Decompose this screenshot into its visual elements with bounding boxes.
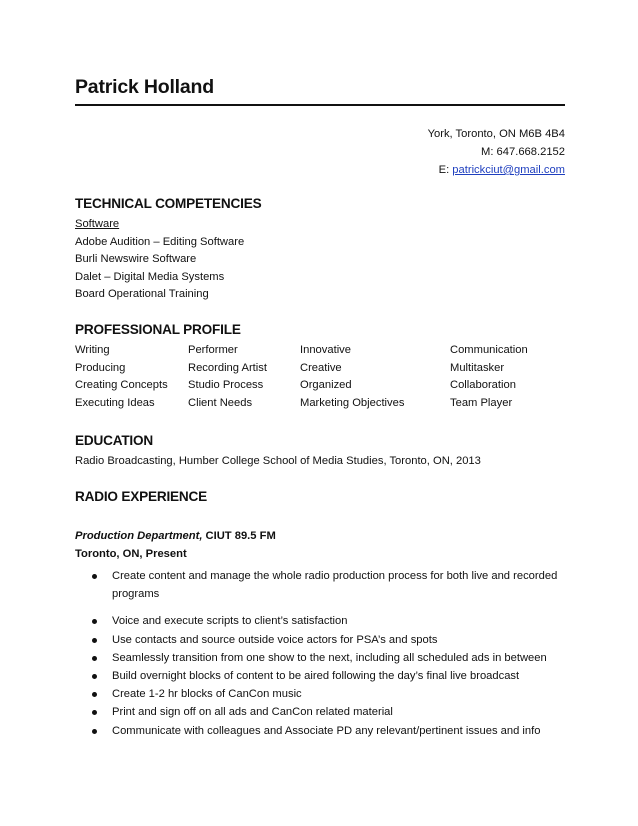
job-title: [75, 528, 565, 546]
skill-item: Adobe Audition – Editing Software: [75, 235, 245, 248]
duty-item: [75, 631, 565, 649]
job-department: Production Department,: [75, 530, 203, 542]
experience-section: [75, 489, 565, 509]
duty-item: [75, 612, 565, 630]
email-line: [428, 161, 565, 179]
duty-item: [75, 649, 565, 667]
contact-block: [428, 125, 565, 179]
profile-column: [450, 342, 528, 412]
profile-item: Studio Process: [188, 379, 264, 392]
duty-item: [75, 722, 565, 740]
profile-item: Multitasker: [450, 361, 505, 374]
education-section: [75, 433, 565, 471]
duty-text: Create content and manage the whole radio production process for both live and recorded programs: [112, 570, 558, 601]
profile-item: Creative: [300, 361, 342, 374]
bullet-icon: [92, 638, 97, 643]
duty-item: [75, 567, 565, 603]
technical-title: TECHNICAL COMPETENCIES: [75, 196, 262, 211]
candidate-name: Patrick Holland: [75, 76, 214, 98]
duty-text: Voice and execute scripts to client’s satisfaction: [112, 615, 348, 628]
profile-item: Marketing Objectives: [300, 396, 405, 409]
duty-text: Build overnight blocks of content to be aired following the day’s final live broadcast: [112, 670, 520, 683]
phone: M: 647.668.2152: [481, 146, 565, 158]
header-divider: [75, 104, 565, 106]
bullet-icon: [92, 619, 97, 624]
bullet-icon: [92, 710, 97, 715]
profile-item: Client Needs: [188, 396, 253, 409]
software-subheading: Software: [75, 218, 120, 230]
job-entry: [75, 528, 565, 563]
duty-item: [75, 703, 565, 721]
experience-title: RADIO EXPERIENCE: [75, 489, 208, 504]
duty-item: [75, 685, 565, 703]
technical-section: [75, 196, 565, 304]
skill-item: Dalet – Digital Media Systems: [75, 270, 225, 283]
profile-item: Producing: [75, 361, 126, 374]
job-duties: [75, 567, 565, 740]
profile-item: Performer: [188, 344, 238, 356]
education-entry: Radio Broadcasting, Humber College School of Media Studies, Toronto, ON, 2013: [75, 455, 481, 467]
bullet-icon: [92, 729, 97, 734]
job-station: CIUT 89.5 FM: [202, 530, 276, 542]
profile-item: Team Player: [450, 396, 513, 409]
duty-list: [75, 567, 565, 740]
duty-item: [75, 667, 565, 685]
profile-item: Recording Artist: [188, 361, 267, 374]
email-link[interactable]: patrickciut@gmail.com: [452, 164, 565, 176]
duty-text: Create 1-2 hr blocks of CanCon music: [112, 688, 302, 701]
profile-column: [300, 342, 404, 412]
skill-item: Board Operational Training: [75, 288, 209, 301]
resume-page: [75, 0, 565, 826]
profile-column: [188, 342, 267, 412]
bullet-icon: [92, 692, 97, 697]
duty-text: Use contacts and source outside voice actors for PSA’s and spots: [112, 633, 438, 646]
bullet-icon: [92, 574, 97, 579]
duty-text: Communicate with colleagues and Associate PD any relevant/pertinent issues and info: [112, 724, 541, 737]
profile-item: Organized: [300, 379, 352, 392]
profile-item: Innovative: [300, 344, 351, 356]
duty-text: Seamlessly transition from one show to the next, including all scheduled ads in between: [112, 651, 547, 664]
email-prefix: E:: [438, 164, 453, 176]
skill-item: Burli Newswire Software: [75, 253, 197, 266]
profile-title: PROFESSIONAL PROFILE: [75, 322, 241, 337]
bullet-icon: [92, 656, 97, 661]
address: York, Toronto, ON M6B 4B4: [427, 128, 565, 140]
job-location: Toronto, ON, Present: [75, 547, 187, 560]
profile-item: Communication: [450, 344, 528, 356]
education-title: EDUCATION: [75, 433, 153, 448]
profile-item: Writing: [75, 344, 110, 356]
bullet-icon: [92, 674, 97, 679]
duty-text: Print and sign off on all ads and CanCon related material: [112, 706, 393, 719]
profile-item: Executing Ideas: [75, 396, 155, 409]
profile-section: [75, 322, 565, 409]
profile-item: Collaboration: [450, 379, 516, 392]
profile-column: [75, 342, 168, 412]
profile-item: Creating Concepts: [75, 379, 168, 392]
